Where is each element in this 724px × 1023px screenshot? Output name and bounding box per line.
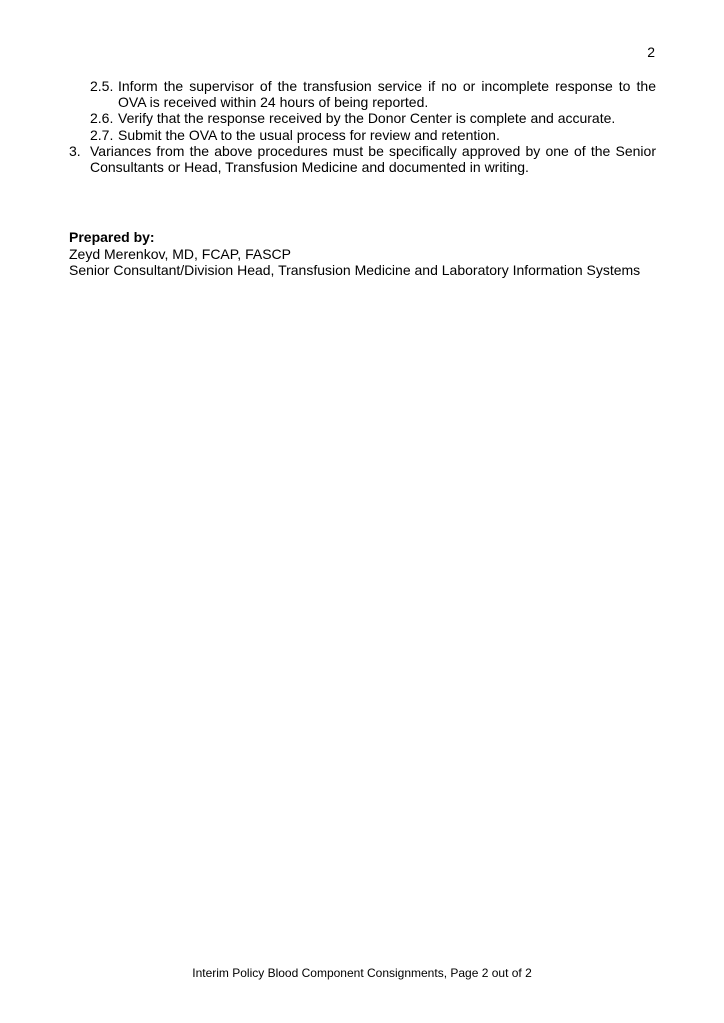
list-item-3 — [69, 143, 656, 175]
item-number: 2.6. — [90, 110, 114, 127]
preparer-role: Senior Consultant/Division Head, Transfusion Medicine and Laboratory Information Systems — [69, 262, 641, 278]
item-text: Inform the supervisor of the transfusion service if no or incomplete response to the OVA is received within 24 hours of being reported. — [118, 78, 656, 111]
preparer-name: Zeyd Merenkov, MD, FCAP, FASCP — [69, 245, 291, 262]
item-text: Submit the OVA to the usual process for review and retention. — [118, 126, 500, 143]
procedure-list — [69, 78, 656, 175]
item-number: 2.5. — [90, 78, 114, 94]
page-number: 2 — [647, 44, 655, 60]
item-text: Verify that the response received by the Donor Center is complete and accurate. — [118, 110, 616, 127]
list-item-2-6 — [90, 110, 656, 126]
list-item-2-7 — [90, 127, 656, 143]
prepared-by-block — [69, 229, 656, 279]
item-number: 3. — [69, 142, 81, 159]
list-item-2-5 — [90, 78, 656, 110]
prepared-by-heading: Prepared by: — [69, 229, 155, 245]
page-footer: Interim Policy Blood Component Consignments, Page 2 out of 2 — [192, 966, 532, 980]
item-number: 2.7. — [90, 126, 114, 143]
item-text: Variances from the above procedures must be specifically approved by one of the Senior Consultants or Head, Transfusion Medicine and documented in writing. — [90, 142, 656, 176]
